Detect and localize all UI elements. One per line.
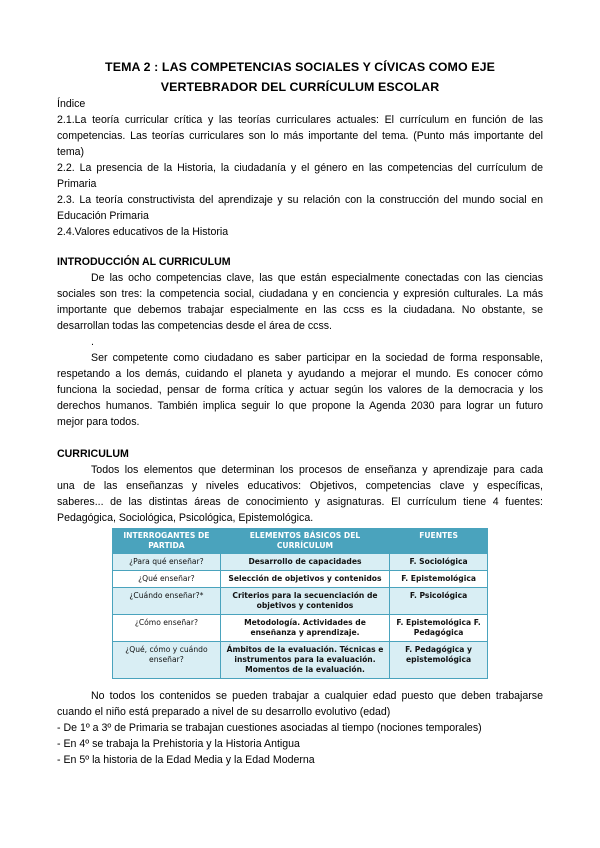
table-cell: F. Epistemológica F. Pedagógica: [390, 615, 488, 642]
paragraph-line: Pedagógica, Sociológica, Psicológica, Epistemológica.: [57, 512, 314, 524]
index-line: 2.4.Valores educativos de la Historia: [57, 226, 229, 238]
index-line: Primaria: [57, 178, 97, 190]
table-row: [113, 571, 488, 588]
paragraph-line: importante que debemos trabajar especialmente en las ccss es la ciudadana. No obstante, se: [57, 304, 543, 316]
curriculum-table: [112, 528, 488, 679]
table-cell: Criterios para la secuenciación de objetivos y contenidos: [220, 588, 389, 615]
table-row: [113, 642, 488, 679]
table-cell: ¿Cómo enseñar?: [113, 615, 221, 642]
table-header-cell: ELEMENTOS BÁSICOS DEL CURRÍCULUM: [220, 529, 389, 554]
index-line: 2.2. La presencia de la Historia, la ciudadanía y el género en las competencias del currículum de: [57, 162, 543, 174]
paragraph-line: desarrollan todas las competencias desde el área de ccss.: [57, 320, 333, 332]
table-row: [113, 615, 488, 642]
paragraph-line: De las ocho competencias clave, las que están especialmente conectadas con las ciencias: [91, 272, 543, 284]
index-line: tema): [57, 146, 85, 158]
index-label: Índice: [57, 98, 86, 110]
table-row: [113, 554, 488, 571]
index-line: 2.1.La teoría curricular crítica y las teorías curriculares actuales: El currículum en función de las: [57, 114, 543, 126]
table-cell: Ámbitos de la evaluación. Técnicas e instrumentos para la evaluación. Momentos de la evaluación.: [220, 642, 389, 679]
paragraph-line: saberes... de las distintas áreas de conocimiento y asignaturas. El currículum tiene 4 fuentes:: [57, 496, 543, 508]
table-header-cell: INTERROGANTES DE PARTIDA: [113, 529, 221, 554]
paragraph-line: Ser competente como ciudadano es saber participar en la sociedad de forma responsable,: [91, 352, 543, 364]
table-cell: Selección de objetivos y contenidos: [220, 571, 389, 588]
table-header-cell: FUENTES: [390, 529, 488, 554]
index-line: competencias. Las teorías curriculares son lo más importante del tema. (Punto más importante del: [57, 130, 543, 142]
paragraph-line: una de las enseñanzas y niveles educativos: Objetivos, competencias clave y específicas,: [57, 480, 543, 492]
paragraph-line: cuando el niño está preparado a nivel de su desarrollo evolutivo (edad): [57, 706, 391, 718]
index-line: 2.3. La teoría constructivista del aprendizaje y su relación con la construcción del mundo social en: [57, 194, 543, 206]
table-cell: Desarrollo de capacidades: [220, 554, 389, 571]
section-heading-curriculum: CURRICULUM: [57, 448, 129, 460]
bullet-item: - En 5º la historia de la Edad Media y la Edad Moderna: [57, 754, 315, 766]
paragraph-dot: .: [91, 336, 94, 348]
index-line: Educación Primaria: [57, 210, 149, 222]
paragraph-line: respetando a los demás, cuidando el planeta y ayudando a mejorar el mundo. Es conocer cómo: [57, 368, 543, 380]
table-cell: ¿Para qué enseñar?: [113, 554, 221, 571]
bullet-item: - En 4º se trabaja la Prehistoria y la Historia Antigua: [57, 738, 300, 750]
paragraph-line: No todos los contenidos se pueden trabajar a cualquier edad puesto que deben trabajarse: [91, 690, 543, 702]
bullet-item: - De 1º a 3º de Primaria se trabajan cuestiones asociadas al tiempo (nociones temporales): [57, 722, 482, 734]
paragraph-line: funciona la sociedad, pensar de forma crítica y actuar según los valores de la democracia y los: [57, 384, 543, 396]
table-row: [113, 588, 488, 615]
table-cell: F. Epistemológica: [390, 571, 488, 588]
table-cell: ¿Qué, cómo y cuándo enseñar?: [113, 642, 221, 679]
table-cell: Metodología. Actividades de enseñanza y aprendizaje.: [220, 615, 389, 642]
section-heading-intro: INTRODUCCIÓN AL CURRICULUM: [57, 256, 231, 268]
paragraph-line: mejor para todos.: [57, 416, 140, 428]
table-cell: F. Psicológica: [390, 588, 488, 615]
paragraph-line: Todos los elementos que determinan los procesos de enseñanza y aprendizaje para cada: [91, 464, 543, 476]
paragraph-line: derechos humanos. También implica seguir lo que propone la Agenda 2030 para lograr un futuro: [57, 400, 543, 412]
document-title-line-2: VERTEBRADOR DEL CURRÍCULUM ESCOLAR: [160, 80, 440, 94]
table-header-row: [113, 529, 488, 554]
table-cell: ¿Cuándo enseñar?*: [113, 588, 221, 615]
table-cell: F. Sociológica: [390, 554, 488, 571]
table-cell: ¿Qué enseñar?: [113, 571, 221, 588]
paragraph-line: sociales son tres: la competencia social, ciudadana y en conciencia y expresión culturales. La más: [57, 288, 543, 300]
table-cell: F. Pedagógica y epistemológica: [390, 642, 488, 679]
document-title-line-1: TEMA 2 : LAS COMPETENCIAS SOCIALES Y CÍVICAS COMO EJE: [105, 60, 495, 74]
